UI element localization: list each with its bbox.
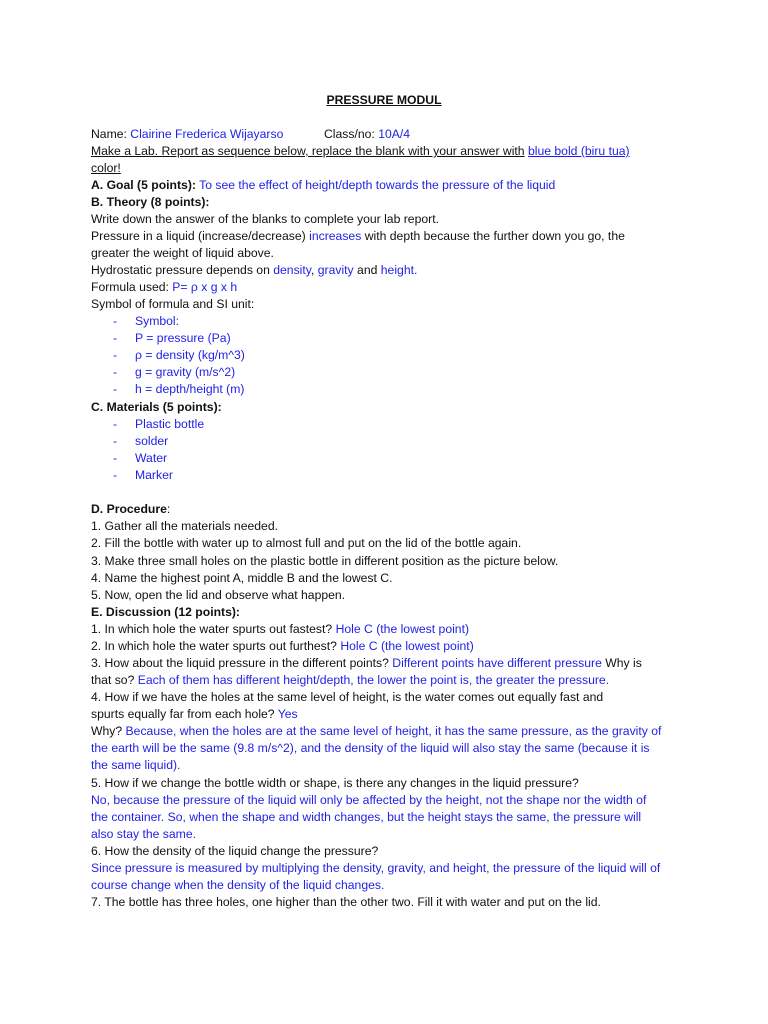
- question-text: spurts equally far from each hole?: [91, 707, 275, 721]
- dash-bullet: -: [113, 331, 118, 345]
- procedure-heading: [91, 501, 718, 518]
- answer-text: course change when the density of the liquid changes.: [91, 878, 385, 892]
- symbol-item: Symbol:: [135, 314, 180, 328]
- hydro-answer-density: density: [273, 263, 311, 277]
- symbol-item: P = pressure (Pa): [135, 331, 231, 345]
- list-item: [91, 347, 718, 364]
- list-item: [91, 330, 718, 347]
- hydro-answer-height: height: [380, 263, 414, 277]
- hydro-question: Hydrostatic pressure depends on: [91, 263, 270, 277]
- symbol-item: g = gravity (m/s^2): [135, 365, 236, 379]
- question-text: 1. In which hole the water spurts out fastest?: [91, 622, 333, 636]
- list-item: [91, 450, 718, 467]
- class-value: 10A/4: [378, 127, 411, 141]
- symbol-item: h = depth/height (m): [135, 382, 245, 396]
- pressure-text: with depth because the further down you go, the: [364, 229, 625, 243]
- list-item: [91, 433, 718, 450]
- discussion-q1: [91, 621, 718, 638]
- question-text: Why?: [91, 724, 123, 738]
- question-text: that so?: [91, 673, 135, 687]
- discussion-q7: 7. The bottle has three holes, one higher than the other two. Fill it with water and put on the lid.: [91, 895, 601, 909]
- dash-bullet: -: [113, 365, 118, 379]
- comma: ,: [310, 263, 315, 277]
- dash-bullet: -: [113, 434, 118, 448]
- discussion-q4-cont: [91, 706, 718, 723]
- period: .: [414, 263, 418, 277]
- and-word: and: [357, 263, 378, 277]
- theory-hydrostatic-line: [91, 262, 718, 279]
- material-item: solder: [135, 434, 169, 448]
- list-item: [91, 467, 718, 484]
- discussion-q3-cont: [91, 672, 718, 689]
- instruction-text: Make a Lab. Report as sequence below, replace the blank with your answer with: [91, 144, 525, 158]
- question-text: Why is: [605, 656, 642, 670]
- list-item: [91, 416, 718, 433]
- instruction-line-1: [91, 143, 718, 160]
- discussion-heading: E. Discussion (12 points):: [91, 605, 240, 619]
- answer-text: Because, when the holes are at the same level of height, it has the same pressure, as the gravity of: [125, 724, 662, 738]
- pressure-answer: increases: [309, 229, 362, 243]
- dash-bullet: -: [113, 314, 118, 328]
- formula-line: [91, 279, 718, 296]
- list-item: [91, 313, 718, 330]
- discussion-q4-why: [91, 723, 718, 740]
- discussion-q3: [91, 655, 718, 672]
- answer-text: No, because the pressure of the liquid will only be affected by the height, not the shape nor the width of: [91, 793, 647, 807]
- list-item: [91, 381, 718, 398]
- hydro-answer-gravity: gravity: [317, 263, 354, 277]
- answer-text: Different points have different pressure: [392, 656, 602, 670]
- page-title: PRESSURE MODUL: [326, 93, 442, 107]
- answer-text: the container. So, when the shape and width changes, but the height stays the same, the pressure will: [91, 810, 642, 824]
- formula-label: Formula used:: [91, 280, 169, 294]
- question-text: 2. In which hole the water spurts out furthest?: [91, 639, 337, 653]
- theory-pressure-line-2: greater the weight of liquid above.: [91, 246, 274, 260]
- class-label: Class/no:: [324, 127, 375, 141]
- answer-text: Yes: [277, 707, 298, 721]
- goal-line: [91, 177, 718, 194]
- theory-heading: B. Theory (8 points):: [91, 195, 210, 209]
- symbol-item: ρ = density (kg/m^3): [135, 348, 245, 362]
- material-item: Marker: [135, 468, 173, 482]
- dash-bullet: -: [113, 451, 118, 465]
- materials-heading: C. Materials (5 points):: [91, 400, 222, 414]
- answer-text: Hole C (the lowest point): [340, 639, 474, 653]
- colon: :: [166, 502, 171, 516]
- material-item: Water: [135, 451, 168, 465]
- procedure-step: 4. Name the highest point A, middle B and the lowest C.: [91, 571, 393, 585]
- class-info: [324, 126, 410, 143]
- goal-answer: To see the effect of height/depth towards the pressure of the liquid: [199, 178, 556, 192]
- procedure-step: 5. Now, open the lid and observe what happen.: [91, 588, 346, 602]
- procedure-step: 2. Fill the bottle with water up to almost full and put on the lid of the bottle again.: [91, 536, 522, 550]
- discussion-q2: [91, 638, 718, 655]
- answer-text: the same liquid).: [91, 758, 181, 772]
- answer-text: also stay the same.: [91, 827, 196, 841]
- answer-text: Each of them has different height/depth, the lower the point is, the greater the pressure.: [137, 673, 610, 687]
- name-value: Clairine Frederica Wijayarso: [130, 127, 284, 141]
- procedure-step: 3. Make three small holes on the plastic bottle in different position as the picture below.: [91, 554, 559, 568]
- symbol-heading: Symbol of formula and SI unit:: [91, 297, 255, 311]
- dash-bullet: -: [113, 468, 118, 482]
- discussion-q4: 4. How if we have the holes at the same level of height, is the water comes out equally fast and: [91, 690, 604, 704]
- procedure-label: D. Procedure: [91, 502, 167, 516]
- student-info-line: [91, 126, 718, 143]
- dash-bullet: -: [113, 417, 118, 431]
- theory-intro: Write down the answer of the blanks to complete your lab report.: [91, 212, 439, 226]
- procedure-step: 1. Gather all the materials needed.: [91, 519, 278, 533]
- question-text: 3. How about the liquid pressure in the different points?: [91, 656, 389, 670]
- instruction-line-2: color!: [91, 161, 121, 175]
- dash-bullet: -: [113, 382, 118, 396]
- answer-text: Hole C (the lowest point): [335, 622, 470, 636]
- discussion-q5: 5. How if we change the bottle width or shape, is there any changes in the liquid pressure?: [91, 776, 579, 790]
- name-label: Name:: [91, 127, 127, 141]
- dash-bullet: -: [113, 348, 118, 362]
- pressure-question: Pressure in a liquid (increase/decrease): [91, 229, 306, 243]
- formula-answer: P= ρ x g x h: [172, 280, 238, 294]
- instruction-highlight: blue bold (biru tua): [527, 144, 630, 158]
- list-item: [91, 364, 718, 381]
- material-item: Plastic bottle: [135, 417, 205, 431]
- theory-pressure-line: [91, 228, 718, 245]
- answer-text: the earth will be the same (9.8 m/s^2), and the density of the liquid will also stay the same (because it is: [91, 741, 650, 755]
- goal-label: A. Goal (5 points):: [91, 178, 196, 192]
- answer-text: Since pressure is measured by multiplying the density, gravity, and height, the pressure of the liquid will of: [91, 861, 661, 875]
- discussion-q6: 6. How the density of the liquid change the pressure?: [91, 844, 379, 858]
